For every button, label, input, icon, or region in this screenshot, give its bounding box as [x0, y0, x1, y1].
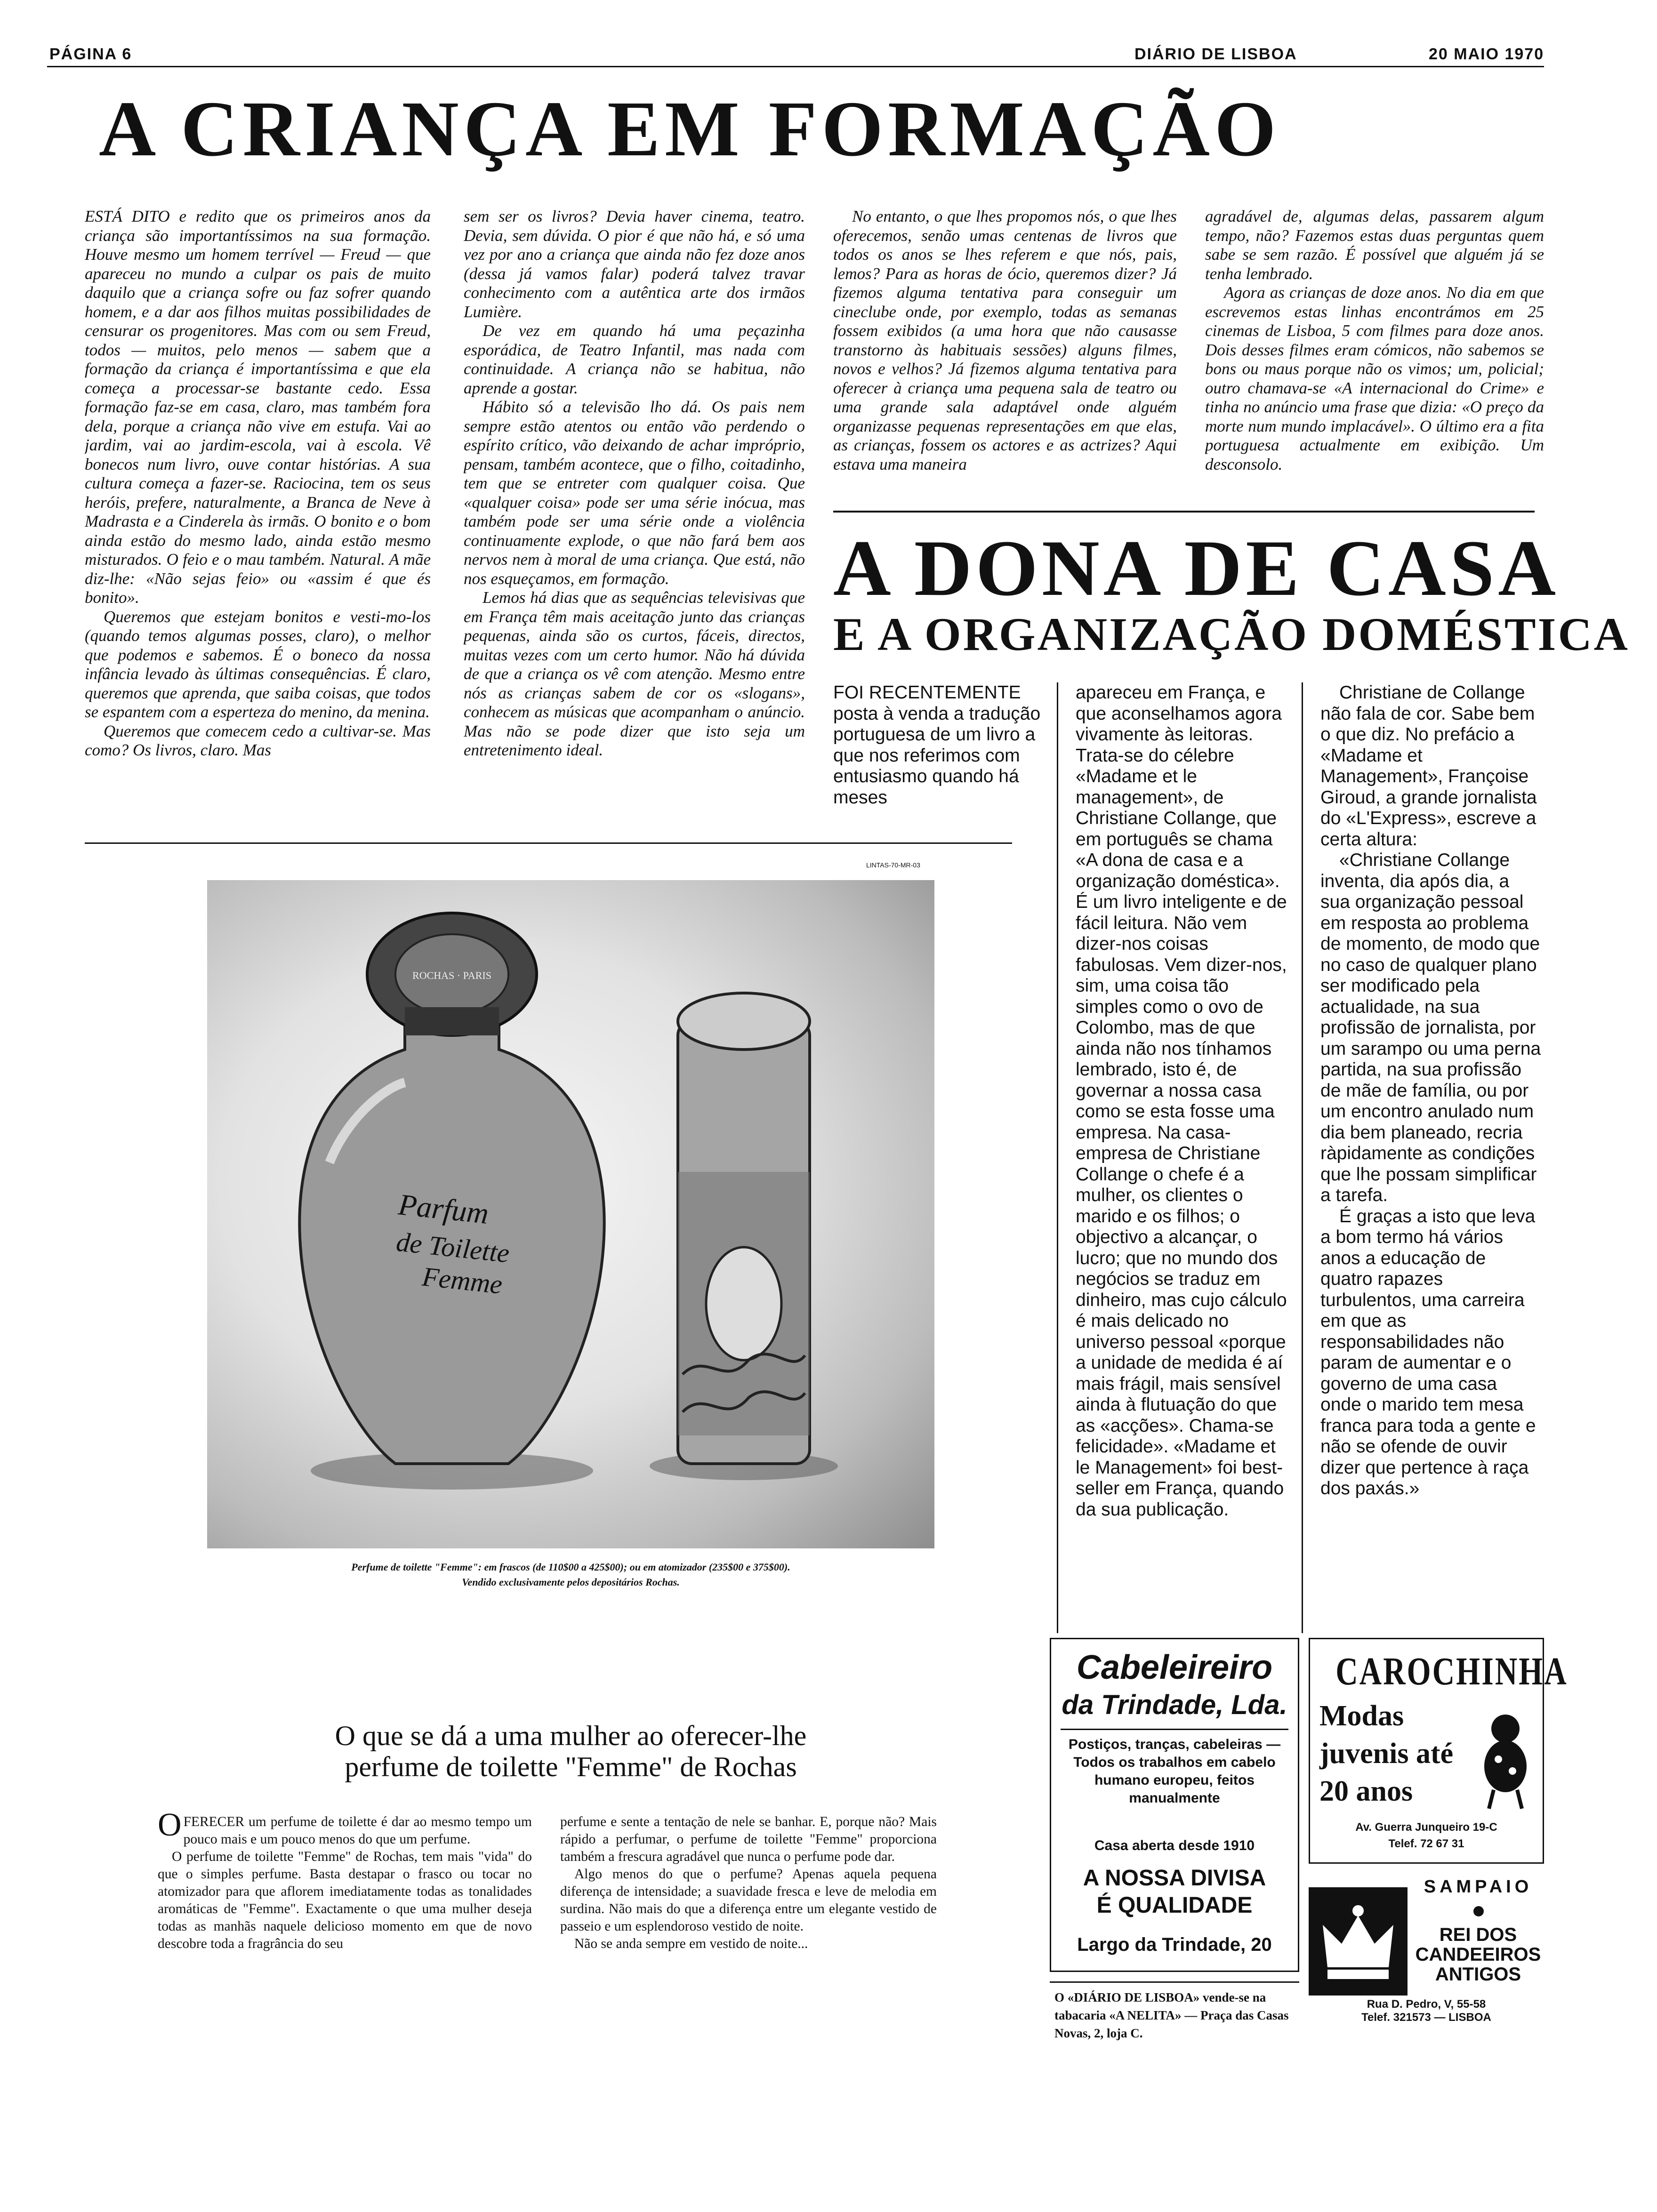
paragraph: FOI RECENTEMENTE posta à venda a tradução portuguesa de um livro a que nos referimos com entusiasmo quando há meses — [833, 682, 1041, 808]
paragraph: Hábito só a televisão lho dá. Os pais nem sempre estão atentos ou então vão perdendo o espírito crítico, vão deixando de achar impróprio, pensam, também acontece, que o filho, coitadinho, tem que se entreter com qualquer coisa. Que «qualquer coisa» pode ser uma série inócua, mas também pode ser uma série onde a violência continuamente explode, o que não fará bem aos nervos nem à moral de uma criança. Que está, não nos esqueçamos, em formação. — [464, 398, 805, 588]
divider — [1061, 1729, 1288, 1730]
ad-caption-2: Vendido exclusivamente pelos depositários Rochas. — [462, 1576, 680, 1588]
ad-caption-1: Perfume de toilette "Femme": em frascos (de 110$00 a 425$00); ou em atomizador (235$00 e 375$00). — [351, 1561, 790, 1573]
paragraph: O perfume de toilette "Femme" de Rochas, tem mais "vida" do que o simples perfume. Basta destapar o frasco ou tocar no atomizador para que aflorem imediatamente todas as tonalidades aromáticas de "Femme". Exactamente o que uma mulher deseja todas as manhãs naquele delicioso momento em que de novo descobre toda a fragrância do seu — [158, 1849, 532, 1951]
paragraph: De vez em quando há uma peçazinha esporádica, de Teatro Infantil, mas nada com continuidade. A criança não se habitua, não aprende a gostar. — [464, 321, 805, 397]
ad-sampaio — [1309, 1873, 1544, 2024]
ad-code: LINTAS-70-MR-03 — [866, 861, 920, 869]
article1-column-3 — [833, 207, 1177, 508]
bottle-label-1: Parfum — [397, 1187, 491, 1230]
sampaio-phone: Telef. 321573 — LISBOA — [1361, 2011, 1491, 2024]
sampaio-line-3: ANTIGOS — [1435, 1964, 1521, 1985]
paragraph: Agora as crianças de doze anos. No dia em que escrevemos estas linhas encontrámos em 25 cinemas de Lisboa, 5 com filmes para doze anos. Dois desses filmes eram cómicos, não sabemos se bons ou maus porque não os vimos; um, policial; outro chamava-se «A internacional do Crime» e tinha no anúncio uma frase que dizia: «O preço da morte num mundo implacável». O último era a fita portuguesa actualmente em exibição. Um desconsolo. — [1205, 283, 1544, 473]
paragraph: sem ser os livros? Devia haver cinema, teatro. Devia, sem dúvida. O pior é que não há, e só uma vez por ano a criança que ainda não fez doze anos (dessa já vamos falar) poderá talvez travar conhecimento com a autêntica arte dos irmãos Lumière. — [464, 207, 805, 321]
ad-body-column-2 — [560, 1813, 937, 1955]
paragraph: apareceu em França, e que aconselhamos agora vivamente às leitoras. Trata-se do célebre «Madame et le management», de Christiane Collange, que em português se chama «A dona de casa e a organização doméstica». É um livro inteligente e de fácil leitura. Não vem dizer-nos coisas fabulosas. Vem dizer-nos, sim, uma coisa tão simples como o ovo de Colombo, mas de que ainda não nos tínhamos lembrado, isto é, de governar a nossa casa como se esta fosse uma empresa. Na casa-empresa de Christiane Collange o chefe é a mulher, os clientes o marido e os filhos; o objectivo a alcançar, o lucro; que no mundo dos negócios se traduz em dinheiro, mas cujo cálculo é mais delicado no universo pessoal «porque a unidade de medida é aí mais frágil, mais sensível ainda à flutuação do que as «acções». Chama-se felicidade». «Madame et le Management» foi best-seller em França, quando da sua publicação. — [1076, 682, 1287, 1520]
newspaper-name: DIÁRIO DE LISBOA — [1134, 45, 1297, 63]
bullet-dot — [1473, 1906, 1484, 1916]
cabeleireiro-title-1: Cabeleireiro — [1076, 1649, 1273, 1686]
sampaio-name: SAMPAIO — [1424, 1877, 1533, 1897]
cabeleireiro-motto-2: É QUALIDADE — [1096, 1893, 1253, 1918]
carochinha-line-3: 20 anos — [1319, 1775, 1413, 1807]
perfume-bottles-illustration — [207, 880, 934, 1548]
carochinha-phone: Telef. 72 67 31 — [1388, 1837, 1464, 1850]
paragraph: É graças a isto que leva a bom termo há vários anos a educação de quatro rapazes turbulentos, uma carreira em que as responsabilidades não param de aumentar e o governo de uma casa onde o marido tem mesa franca para toda a gente e não se ofende de ouvir dizer que pertence à raça dos paxás.» — [1320, 1206, 1536, 1499]
paragraph: Queremos que comecem cedo a cultivar-se. Mas como? Os livros, claro. Mas — [85, 721, 431, 759]
article-subheadline: E A ORGANIZAÇÃO DOMÉSTICA — [833, 608, 1630, 660]
paragraph: Lemos há dias que as sequências televisivas que em França têm mais aceitação junto das crianças pequenas, ainda são os curtos, fáceis, directos, muitas vezes com um certo humor. Não há dúvida de que a criança os vê com atenção. Mesmo entre nós as crianças sabem de cor os «slogans», conhecem as músicas que acompanham o anúncio. Mas não se pode dizer que isto seja um entretenimento ideal. — [464, 588, 805, 759]
footer-rule — [1050, 1981, 1299, 1983]
footer-note: O «DIÁRIO DE LISBOA» vende-se na tabacaria «A NELITA» — Praça das Casas Novas, 2, loja C. — [1054, 1990, 1289, 2040]
article1-column-2 — [464, 207, 805, 814]
section-rule — [833, 511, 1535, 513]
ad-title-line-1: O que se dá a uma mulher ao oferecer-lhe — [335, 1720, 807, 1751]
cabeleireiro-title-2: da Trindade, Lda. — [1062, 1690, 1287, 1720]
paragraph: «Christiane Collange inventa, dia após dia, a sua organização pessoal em resposta ao problema de momento, de modo que no caso de qualquer plano ser modificado pela actualidade, na sua profissão de jornalista, por um sarampo ou uma perna partida, na sua profissão de mãe de família, ou por um encontro anulado num dia bem planeado, recria ràpidamente as condições que lhe possam simplificar a tarefa. — [1320, 850, 1541, 1205]
article2-column-1 — [833, 682, 1050, 824]
cabeleireiro-since: Casa aberta desde 1910 — [1094, 1838, 1255, 1853]
crown-lamp-icon — [1309, 1887, 1408, 1996]
cabeleireiro-motto-1: A NOSSA DIVISA — [1083, 1866, 1266, 1891]
issue-date: 20 MAIO 1970 — [1429, 45, 1544, 63]
bottle-label-2: de Toilette — [394, 1226, 511, 1269]
article2-column-3 — [1320, 682, 1542, 1624]
sampaio-line-1: REI DOS — [1439, 1924, 1517, 1945]
paragraph: Algo menos do que o perfume? Apenas aquela pequena diferença de intensidade; a suavidade fresca e leve de melodia em surdina. Não mais do que a diferença entre um elegante vestido de passeio e um esplendoroso vestido de noite. — [560, 1867, 937, 1934]
article-headline-dona-de-casa: A DONA DE CASA — [833, 524, 1560, 612]
article1-column-1 — [85, 207, 431, 814]
bottle-cap-text: ROCHAS · PARIS — [412, 970, 491, 981]
carochinha-title: CAROCHINHA — [1335, 1650, 1568, 1693]
cabeleireiro-address: Largo da Trindade, 20 — [1077, 1934, 1272, 1955]
ad-title-line-2: perfume de toilette "Femme" de Rochas — [345, 1751, 797, 1782]
ladybug-figure-icon — [1475, 1710, 1536, 1813]
sampaio-address: Rua D. Pedro, V, 55-58 — [1367, 1998, 1486, 2011]
masthead-rule — [47, 66, 1544, 67]
cabeleireiro-services: Postiços, tranças, cabeleiras — Todos os trabalhos em cabelo humano europeu, feitos manualmente — [1068, 1737, 1281, 1806]
ad-carochinha — [1309, 1638, 1568, 1864]
perfume-advertisement — [85, 842, 1012, 2038]
paragraph: ESTÁ DITO e redito que os primeiros anos da criança são importantíssimos na sua formação. Houve mesmo um homem terrível — Freud — que apareceu no mundo a culpar os pais de muito daquilo que a criança sofre ou faz sofrer quando homem, e a dar aos filhos muitas possibilidades de censurar os progenitores. Mas com ou sem Freud, todos — muitos, pelo menos — sabem que a formação da criança é importantíssima e que ela começa a processar-se bastante cedo. Essa formação faz-se em casa, claro, mas também fora dela, porque a criança não vive em estufa. Vai ao jardim, vai ao jardim-escola, vai à escola. Vê bonecos num livro, ouve contar histórias. A sua cultura começa a fazer-se. Raciocina, tem os seus heróis, prefere, naturalmente, a Branca de Neve à Madrasta e a Cinderela às irmãs. O bonito e o bom ainda estão do mesmo lado, ainda estão mesmo misturados. O feio e o mau também. Natural. A mãe diz-lhe: «Não sejas feio» ou «assim é que és bonito». — [85, 207, 431, 607]
ad-body-column-1 — [158, 1813, 532, 1955]
perfume-photo — [207, 880, 934, 1548]
paragraph: Queremos que estejam bonitos e vesti-mo-los (quando temos algumas posses, claro), o melhor que podemos e sabemos. É o boneco da nossa infância levado às últimas consequências. É claro, queremos que aprenda, que saiba coisas, que todos se espantem com a esperteza do menino, da menina. — [85, 607, 431, 721]
paragraph: perfume e sente a tentação de nele se banhar. E, porque não? Mais rápido a perfumar, o perfume de toilette "Femme" proporciona também a frescura agradável que nunca o perfume pode dar. — [560, 1814, 937, 1864]
column-divider — [1057, 682, 1058, 1633]
sampaio-line-2: CANDEEIROS — [1415, 1944, 1541, 1965]
carochinha-line-1: Modas — [1319, 1700, 1404, 1732]
paragraph: No entanto, o que lhes propomos nós, o que lhes oferecemos, senão umas centenas de livros que todos os anos se lhes referem e que nós, pais, lemos? Para as horas de ócio, queremos dizer? Já fizemos alguma tentativa para conseguir um cineclube onde, por exemplo, todas as semanas fossem exibidos (a uma hora que não causasse transtorno às habituais sessões) alguns filmes, novos e velhos? Já fizemos alguma tentativa para oferecer à criança uma pequena sala de teatro ou uma grande sala adaptável onde alguém organizasse pequenas representações em que elas, as crianças, fossem os actores e as actrizes? Aqui estava uma maneira — [833, 207, 1177, 473]
column-divider — [1302, 682, 1303, 1633]
article2-column-2 — [1076, 682, 1295, 1624]
paragraph: Não se anda sempre em vestido de noite... — [574, 1936, 808, 1951]
ad-cabeleireiro — [1050, 1638, 1299, 1972]
ad-top-rule — [85, 842, 1012, 844]
paragraph: agradável de, algumas delas, passarem algum tempo, não? Fazemos estas duas perguntas quem sabe se sem razão. É possível que alguém já se tenha lembrado. — [1205, 207, 1544, 283]
carochinha-address: Av. Guerra Junqueiro 19-C — [1355, 1821, 1497, 1834]
article-headline-crianca: A CRIANÇA EM FORMAÇÃO — [99, 85, 1281, 173]
bottle-label-3: Femme — [420, 1261, 504, 1300]
page-number: PÁGINA 6 — [49, 45, 132, 63]
carochinha-line-2: juvenis até — [1319, 1738, 1454, 1770]
ad-drop-cap: O — [158, 1813, 182, 1843]
paragraph: FERECER um perfume de toilette é dar ao mesmo tempo um pouco mais e um pouco menos do que um perfume. — [183, 1814, 532, 1847]
article1-column-4 — [1205, 207, 1544, 508]
paragraph: Christiane de Collange não fala de cor. Sabe bem o que diz. No prefácio a «Madame et Management», Françoise Giroud, a grande jornalista do «L'Express», escreve a certa altura: — [1320, 682, 1537, 850]
